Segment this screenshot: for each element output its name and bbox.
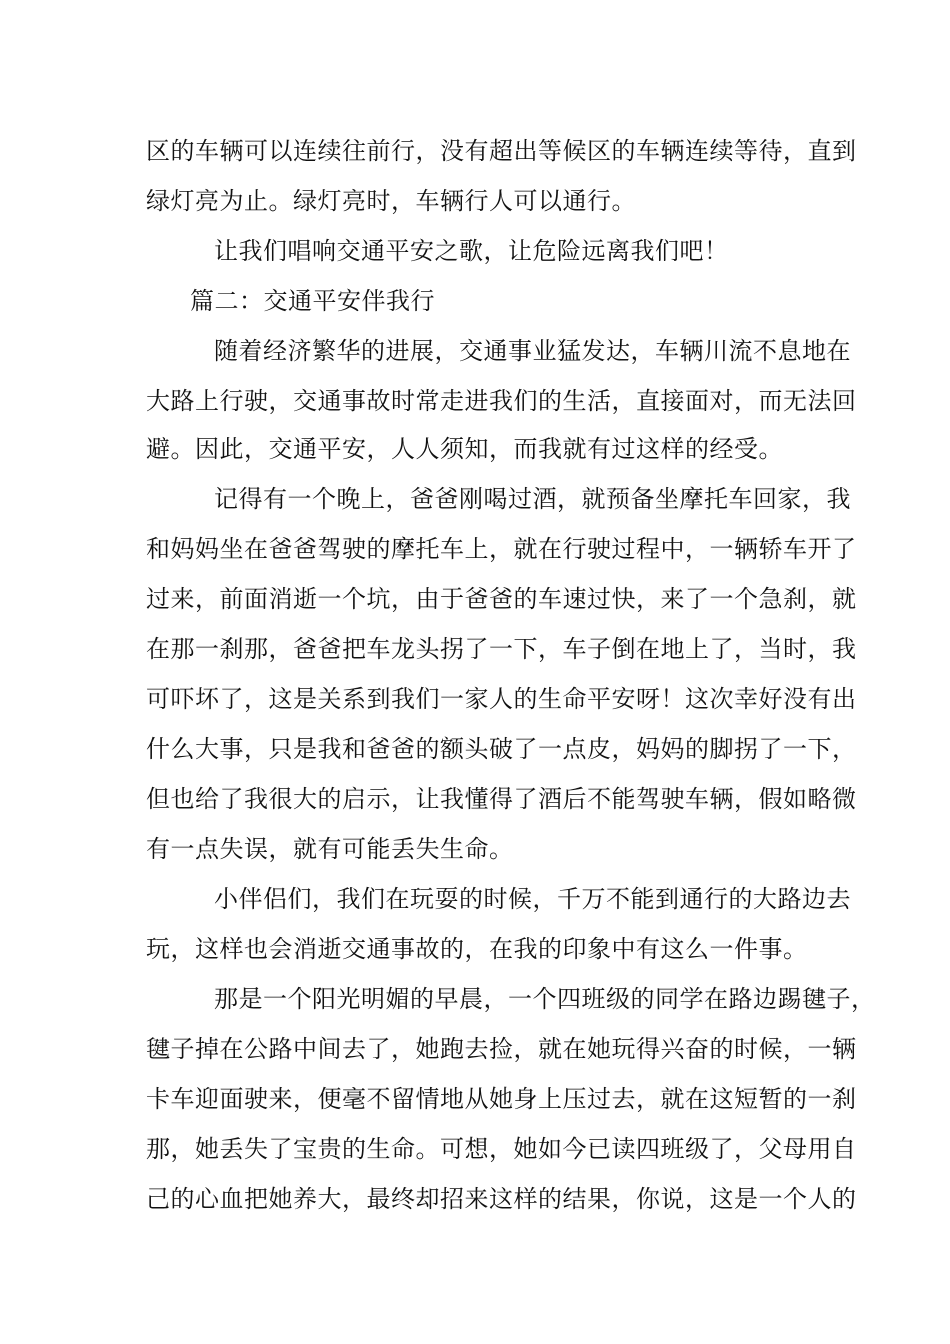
text-line: 随着经济繁华的进展，交通事业猛发达，车辆川流不息地在 bbox=[214, 337, 851, 365]
text-line: 区的车辆可以连续往前行，没有超出等候区的车辆连续等待，直到 bbox=[146, 137, 857, 165]
text-line: 卡车迎面驶来，便毫不留情地从她身上压过去，就在这短暂的一刹 bbox=[146, 1085, 857, 1113]
text-line: 和妈妈坐在爸爸驾驶的摩托车上，就在行驶过程中，一辆轿车开了 bbox=[146, 535, 857, 563]
text-line: 在那一刹那，爸爸把车龙头拐了一下，车子倒在地上了，当时，我 bbox=[146, 635, 857, 663]
text-line: 毽子掉在公路中间去了，她跑去捡，就在她玩得兴奋的时候，一辆 bbox=[146, 1035, 857, 1063]
text-line: 小伴侣们，我们在玩耍的时候，千万不能到通行的大路边去 bbox=[214, 885, 851, 913]
text-line: 那，她丢失了宝贵的生命。可想，她如今已读四班级了，父母用自 bbox=[146, 1135, 857, 1163]
text-line: 绿灯亮为止。绿灯亮时，车辆行人可以通行。 bbox=[146, 187, 636, 215]
text-line: 记得有一个晚上，爸爸刚喝过酒，就预备坐摩托车回家，我 bbox=[214, 485, 851, 513]
text-line: 玩，这样也会消逝交通事故的，在我的印象中有这么一件事。 bbox=[146, 935, 808, 963]
text-line: 可吓坏了，这是关系到我们一家人的生命平安呀！这次幸好没有出 bbox=[146, 685, 857, 713]
text-line: 什么大事，只是我和爸爸的额头破了一点皮，妈妈的脚拐了一下， bbox=[146, 735, 857, 763]
text-line: 有一点失误，就有可能丢失生命。 bbox=[146, 835, 514, 863]
text-line: 过来，前面消逝一个坑，由于爸爸的车速过快，来了一个急刹，就 bbox=[146, 585, 857, 613]
text-line: 但也给了我很大的启示，让我懂得了酒后不能驾驶车辆，假如略微 bbox=[146, 785, 857, 813]
text-line: 让我们唱响交通平安之歌，让危险远离我们吧！ bbox=[214, 237, 729, 265]
text-line: 己的心血把她养大，最终却招来这样的结果，你说，这是一个人的 bbox=[146, 1185, 857, 1213]
text-line: 大路上行驶，交通事故时常走进我们的生活，直接面对，而无法回 bbox=[146, 387, 857, 415]
text-line: 避。因此，交通平安，人人须知，而我就有过这样的经受。 bbox=[146, 435, 783, 463]
section-heading: 篇二：交通平安伴我行 bbox=[190, 287, 435, 315]
text-line: 那是一个阳光明媚的早晨，一个四班级的同学在路边踢毽子， bbox=[214, 985, 876, 1013]
